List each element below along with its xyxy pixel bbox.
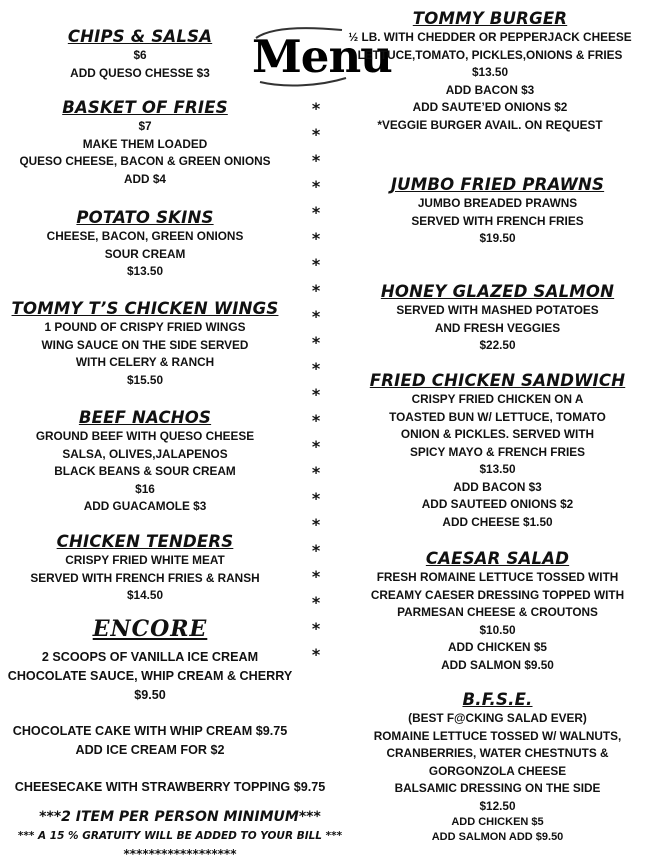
divider-star: * xyxy=(311,645,321,664)
menu-line: 1 POUND OF CRISPY FRIED WINGS xyxy=(44,320,246,334)
encore-title: ENCORE xyxy=(92,616,208,642)
menu-logo-graphic xyxy=(250,20,392,90)
section-jumbo-prawns xyxy=(340,175,655,248)
minimum-notice: ***2 ITEM PER PERSON MINIMUM*** xyxy=(39,809,321,825)
divider-star: * xyxy=(311,333,321,352)
menu-line: ADD QUESO CHESSE $3 xyxy=(70,65,210,80)
menu-line: SERVED WITH FRENCH FRIES & RANSH xyxy=(30,570,260,585)
bfse-title: B.F.S.E. xyxy=(462,690,533,709)
menu-line: QUESO CHEESE, BACON & GREEN ONIONS xyxy=(19,154,271,168)
menu-line: PARMESAN CHEESE & CROUTONS xyxy=(397,605,598,619)
beef-nachos-title: BEEF NACHOS xyxy=(78,408,212,427)
menu-line: $13.50 xyxy=(471,65,509,79)
section-caesar-salad xyxy=(340,549,655,674)
menu-line: CRANBERRIES, WATER CHESTNUTS & xyxy=(386,746,609,760)
section-basket-fries xyxy=(0,98,290,188)
menu-line: ADD CHICKEN $5 xyxy=(451,816,544,828)
menu-line: ADD BACON $3 xyxy=(445,82,535,97)
chips-salsa-title: CHIPS & SALSA xyxy=(67,27,213,46)
menu-line: $7 xyxy=(138,119,152,133)
menu-line: $12.50 xyxy=(479,798,516,813)
divider-star: * xyxy=(311,359,321,378)
menu-line: ADD ICE CREAM FOR $2 xyxy=(75,743,225,757)
divider-star: * xyxy=(311,281,321,300)
menu-line: WITH CELERY & RANCH xyxy=(75,355,215,369)
menu-line: ADD SALMON ADD $9.50 xyxy=(431,831,564,843)
tommy-burger-title: TOMMY BURGER xyxy=(412,9,568,28)
menu-line: CHOCOLATE CAKE WITH WHIP CREAM $9.75 xyxy=(12,724,288,738)
menu-line: ADD $4 xyxy=(124,171,166,186)
menu-line: ROMAINE LETTUCE TOSSED W/ WALNUTS, xyxy=(373,728,622,743)
divider-star: * xyxy=(311,307,321,326)
divider-star: * xyxy=(311,151,321,170)
menu-line: $16 xyxy=(135,481,155,496)
footer xyxy=(0,807,360,863)
menu-line: $13.50 xyxy=(126,264,164,278)
divider-star: * xyxy=(311,463,321,482)
menu-line: ½ LB. WITH CHEDDER OR PEPPERJACK CHEESE xyxy=(348,30,632,44)
footer-stars: ****************** xyxy=(123,847,237,861)
menu-line: GORGONZOLA CHEESE xyxy=(428,763,567,778)
menu-line: SOUR CREAM xyxy=(104,246,186,261)
divider-star: * xyxy=(311,567,321,586)
chicken-tenders-title: CHICKEN TENDERS xyxy=(56,532,234,551)
honey-salmon-title: HONEY GLAZED SALMON xyxy=(380,282,615,301)
menu-line: MAKE THEM LOADED xyxy=(82,136,208,151)
menu-line: GROUND BEEF WITH QUESO CHEESE xyxy=(35,429,255,443)
section-chocolate-cake xyxy=(0,722,300,760)
menu-line: ADD CHEESE $1.50 xyxy=(442,514,553,529)
section-potato-skins xyxy=(0,208,290,281)
divider-star: * xyxy=(311,99,321,118)
section-bfse xyxy=(340,690,655,845)
section-beef-nachos xyxy=(0,408,290,516)
divider-star: * xyxy=(311,255,321,274)
divider-star: * xyxy=(311,541,321,560)
menu-line: BLACK BEANS & SOUR CREAM xyxy=(54,464,236,478)
menu-line: $13.50 xyxy=(479,462,516,476)
menu-line: CHEESE, BACON, GREEN ONIONS xyxy=(46,229,244,243)
menu-line: $10.50 xyxy=(479,622,516,637)
menu-line: 2 SCOOPS OF VANILLA ICE CREAM xyxy=(41,650,259,664)
menu-logo xyxy=(250,20,392,90)
menu-line: CRISPY FRIED WHITE MEAT xyxy=(65,553,225,567)
menu-line: $22.50 xyxy=(479,338,516,352)
divider-star: * xyxy=(311,515,321,534)
menu-line: TOASTED BUN W/ LETTUCE, TOMATO xyxy=(389,409,606,424)
divider-star: * xyxy=(311,437,321,456)
menu-line: ADD CHICKEN $5 xyxy=(448,640,547,654)
section-chicken-tenders xyxy=(0,532,290,605)
menu-line: $14.50 xyxy=(126,588,164,602)
gratuity-notice: *** A 15 % GRATUITY WILL BE ADDED TO YOUR BILL *** xyxy=(17,830,343,842)
menu-line: BALSAMIC DRESSING ON THE SIDE xyxy=(394,781,601,795)
menu-line: SALSA, OLIVES,JALAPENOS xyxy=(62,446,228,461)
jumbo-prawns-title: JUMBO FRIED PRAWNS xyxy=(390,175,605,194)
menu-line: WING SAUCE ON THE SIDE SERVED xyxy=(41,337,249,352)
potato-skins-title: POTATO SKINS xyxy=(76,208,214,227)
basket-fries-title: BASKET OF FRIES xyxy=(62,98,228,117)
section-encore xyxy=(0,616,300,705)
svg-text:Menu: Menu xyxy=(252,30,392,83)
menu-line: CHEESECAKE WITH STRAWBERRY TOPPING $9.75 xyxy=(14,780,326,794)
menu-line: $6 xyxy=(133,48,147,62)
menu-line: ADD SAUTEED ONIONS $2 xyxy=(421,497,574,511)
menu-line: ADD BACON $3 xyxy=(453,479,542,494)
chicken-wings-title: TOMMY T’S CHICKEN WINGS xyxy=(11,299,279,318)
section-tommy-burger xyxy=(340,9,640,134)
chicken-sandwich-title: FRIED CHICKEN SANDWICH xyxy=(369,371,626,390)
menu-line: CRISPY FRIED CHICKEN ON A xyxy=(411,392,584,406)
divider-star: * xyxy=(311,619,321,638)
section-honey-salmon xyxy=(340,282,655,355)
menu-line: CREAMY CAESER DRESSING TOPPED WITH xyxy=(370,587,625,602)
section-chicken-wings xyxy=(0,299,290,389)
menu-line: AND FRESH VEGGIES xyxy=(434,320,561,335)
menu-line: FRESH ROMAINE LETTUCE TOSSED WITH xyxy=(376,570,619,584)
section-cheesecake xyxy=(0,778,340,797)
divider-star: * xyxy=(311,489,321,508)
menu-line: ADD GUACAMOLE $3 xyxy=(83,499,207,513)
divider-star: * xyxy=(311,125,321,144)
section-fried-chicken-sandwich xyxy=(340,371,655,531)
menu-line: SERVED WITH MASHED POTATOES xyxy=(396,303,599,317)
menu-line: $19.50 xyxy=(479,231,516,245)
menu-line: SERVED WITH FRENCH FRIES xyxy=(411,213,584,228)
menu-line: $15.50 xyxy=(126,372,164,387)
menu-line: ONION & PICKLES. SERVED WITH xyxy=(400,427,595,441)
star-divider xyxy=(306,96,326,668)
divider-star: * xyxy=(311,593,321,612)
divider-star: * xyxy=(311,177,321,196)
menu-line: (BEST F@CKING SALAD EVER) xyxy=(408,711,587,725)
divider-star: * xyxy=(311,229,321,248)
divider-star: * xyxy=(311,411,321,430)
menu-line: SPICY MAYO & FRENCH FRIES xyxy=(409,444,586,459)
menu-line: ADD SALMON $9.50 xyxy=(441,657,554,672)
divider-star: * xyxy=(311,203,321,222)
menu-line: LETTUCE,TOMATO, PICKLES,ONIONS & FRIES xyxy=(357,47,623,62)
menu-line: ADD SAUTE’ED ONIONS $2 xyxy=(412,100,568,114)
menu-line: *VEGGIE BURGER AVAIL. ON REQUEST xyxy=(377,117,603,132)
section-chips-salsa xyxy=(40,27,240,82)
menu-line: CHOCOLATE SAUCE, WHIP CREAM & CHERRY xyxy=(7,669,293,683)
caesar-salad-title: CAESAR SALAD xyxy=(425,549,570,568)
divider-star: * xyxy=(311,385,321,404)
menu-line: $9.50 xyxy=(134,688,166,702)
menu-line: JUMBO BREADED PRAWNS xyxy=(417,196,578,210)
